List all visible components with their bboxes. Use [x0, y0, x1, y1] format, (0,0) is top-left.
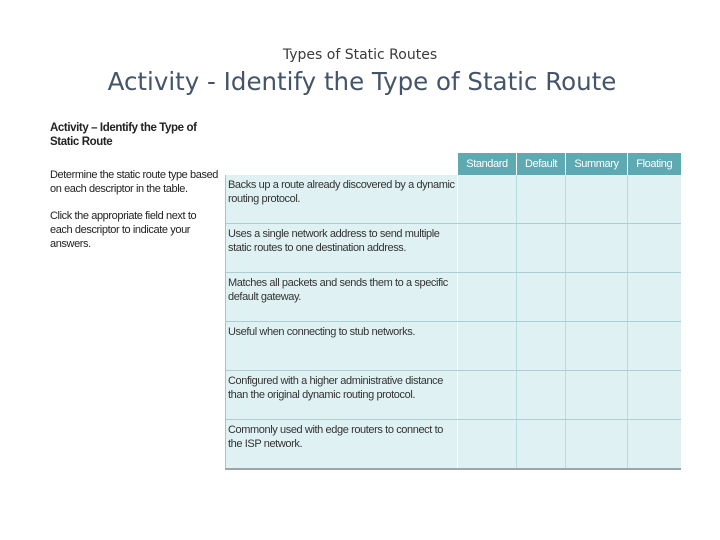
answer-cell-summary[interactable] — [566, 224, 628, 273]
answer-cell-summary[interactable] — [566, 322, 628, 371]
answer-cell-default[interactable] — [517, 175, 566, 224]
answer-cell-standard[interactable] — [458, 224, 517, 273]
table-row — [226, 273, 681, 322]
answer-cell-summary[interactable] — [566, 175, 628, 224]
answer-cell-floating[interactable] — [628, 322, 681, 371]
descriptor-cell: Useful when connecting to stub networks. — [226, 322, 458, 371]
answer-cell-summary[interactable] — [566, 273, 628, 322]
instructions-heading: Activity – Identify the Type of Static Route — [50, 122, 197, 148]
answer-cell-standard[interactable] — [458, 175, 517, 224]
column-header-summary: Summary — [566, 153, 628, 175]
route-type-table — [225, 153, 681, 470]
instructions-text-2: Click the appropriate field next to each descriptor to indicate your answers. — [50, 210, 197, 250]
table-corner-cell — [226, 153, 458, 175]
answer-cell-floating[interactable] — [628, 273, 681, 322]
descriptor-cell: Matches all packets and sends them to a specific default gateway. — [226, 273, 458, 322]
page-title: Activity - Identify the Type of Static Route — [107, 67, 617, 96]
answer-cell-floating[interactable] — [628, 371, 681, 420]
column-header-standard: Standard — [458, 153, 517, 175]
column-header-default: Default — [517, 153, 566, 175]
descriptor-cell: Configured with a higher administrative distance than the original dynamic routing protocol. — [226, 371, 458, 420]
descriptor-cell: Uses a single network address to send multiple static routes to one destination address. — [226, 224, 458, 273]
answer-cell-summary[interactable] — [566, 371, 628, 420]
table-row — [226, 224, 681, 273]
answer-cell-floating[interactable] — [628, 420, 681, 470]
table-row — [226, 175, 681, 224]
instructions-text-1: Determine the static route type based on each descriptor in the table. — [50, 169, 219, 195]
section-title: Types of Static Routes — [282, 47, 438, 63]
table-row — [226, 322, 681, 371]
answer-cell-floating[interactable] — [628, 224, 681, 273]
answer-cell-default[interactable] — [517, 273, 566, 322]
answer-cell-default[interactable] — [517, 371, 566, 420]
answer-cell-default[interactable] — [517, 224, 566, 273]
descriptor-cell: Backs up a route already discovered by a dynamic routing protocol. — [226, 175, 458, 224]
descriptor-cell: Commonly used with edge routers to connect to the ISP network. — [226, 420, 458, 470]
answer-cell-standard[interactable] — [458, 273, 517, 322]
table-row — [226, 420, 681, 470]
answer-cell-default[interactable] — [517, 420, 566, 470]
answer-cell-standard[interactable] — [458, 371, 517, 420]
answer-cell-floating[interactable] — [628, 175, 681, 224]
answer-cell-standard[interactable] — [458, 322, 517, 371]
answer-cell-summary[interactable] — [566, 420, 628, 470]
answer-cell-default[interactable] — [517, 322, 566, 371]
table-header-row — [226, 153, 681, 175]
instructions-panel — [50, 121, 220, 264]
column-header-floating: Floating — [628, 153, 681, 175]
answer-cell-standard[interactable] — [458, 420, 517, 470]
table-row — [226, 371, 681, 420]
